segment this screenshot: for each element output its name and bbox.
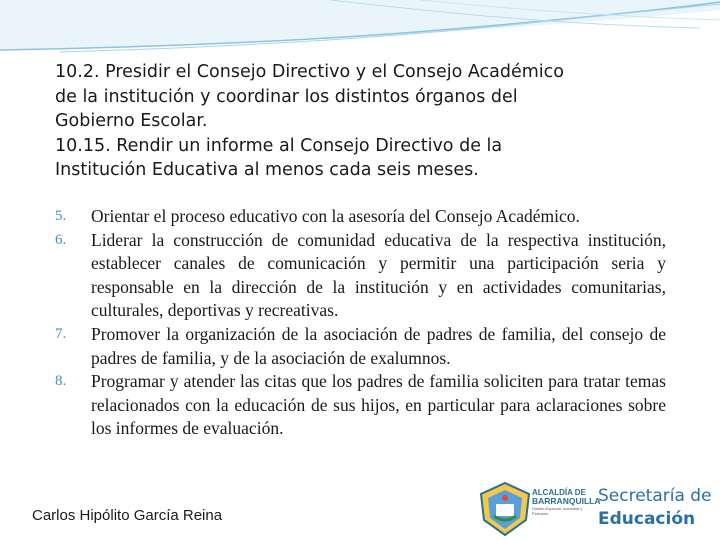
secretaria-logo	[598, 485, 712, 531]
heading-line: 10.15. Rendir un informe al Consejo Directivo de la	[55, 135, 503, 156]
heading-line: Gobierno Escolar.	[55, 111, 208, 131]
heading-line: de la institución y coordinar los distintos órganos del	[55, 86, 518, 107]
list-item-text: Liderar la construcción de comunidad educativa de la respectiva institución, establecer canales de comunicación y permitir una participación seria y responsable en la dirección de la institución y en actividades comunitarias, culturales, deportivas y recreativas.	[91, 229, 666, 321]
list-item-number: 6.	[55, 231, 67, 248]
list-item-text: Programar y atender las citas que los padres de familia soliciten para tratar temas relacionados con la educación de sus hijos, en particular para aclaraciones sobre los informes de evaluación.	[91, 371, 666, 439]
list-item	[55, 370, 666, 441]
alcaldia-line: ALCALDÍA DE	[532, 488, 586, 497]
list-item-number: 8.	[55, 373, 67, 390]
list-item	[55, 229, 666, 323]
list-item-number: 5.	[55, 208, 67, 224]
list-item-number: 7.	[55, 325, 67, 342]
secretaria-logo-line: Educación	[598, 509, 696, 529]
secretaria-logo-line: Secretaría de	[598, 486, 712, 506]
list-item-text: Orientar el proceso educativo con la asesoría del Consejo Académico.	[91, 206, 580, 226]
alcaldia-logo-text	[532, 488, 601, 516]
list-item	[55, 323, 666, 370]
numbered-list	[55, 205, 666, 441]
heading-block	[55, 60, 675, 183]
list-item	[55, 205, 666, 229]
heading-line: Institución Educativa al menos cada seis meses.	[55, 160, 479, 180]
heading-line: 10.2. Presidir el Consejo Directivo y el Consejo Académico	[55, 62, 564, 82]
alcaldia-line: BARRANQUILLA	[532, 496, 601, 506]
alcaldia-tagline: Distrito Especial, Industrial y Portuario	[532, 506, 583, 516]
decorative-wave-header	[0, 0, 720, 60]
list-item-text: Promover la organización de la asociación de padres de familia, del consejo de padres de familia, y de la asociación de exalumnos.	[91, 323, 666, 368]
city-seal-icon	[476, 480, 534, 538]
author-name: Carlos Hipólito García Reina	[32, 507, 223, 524]
